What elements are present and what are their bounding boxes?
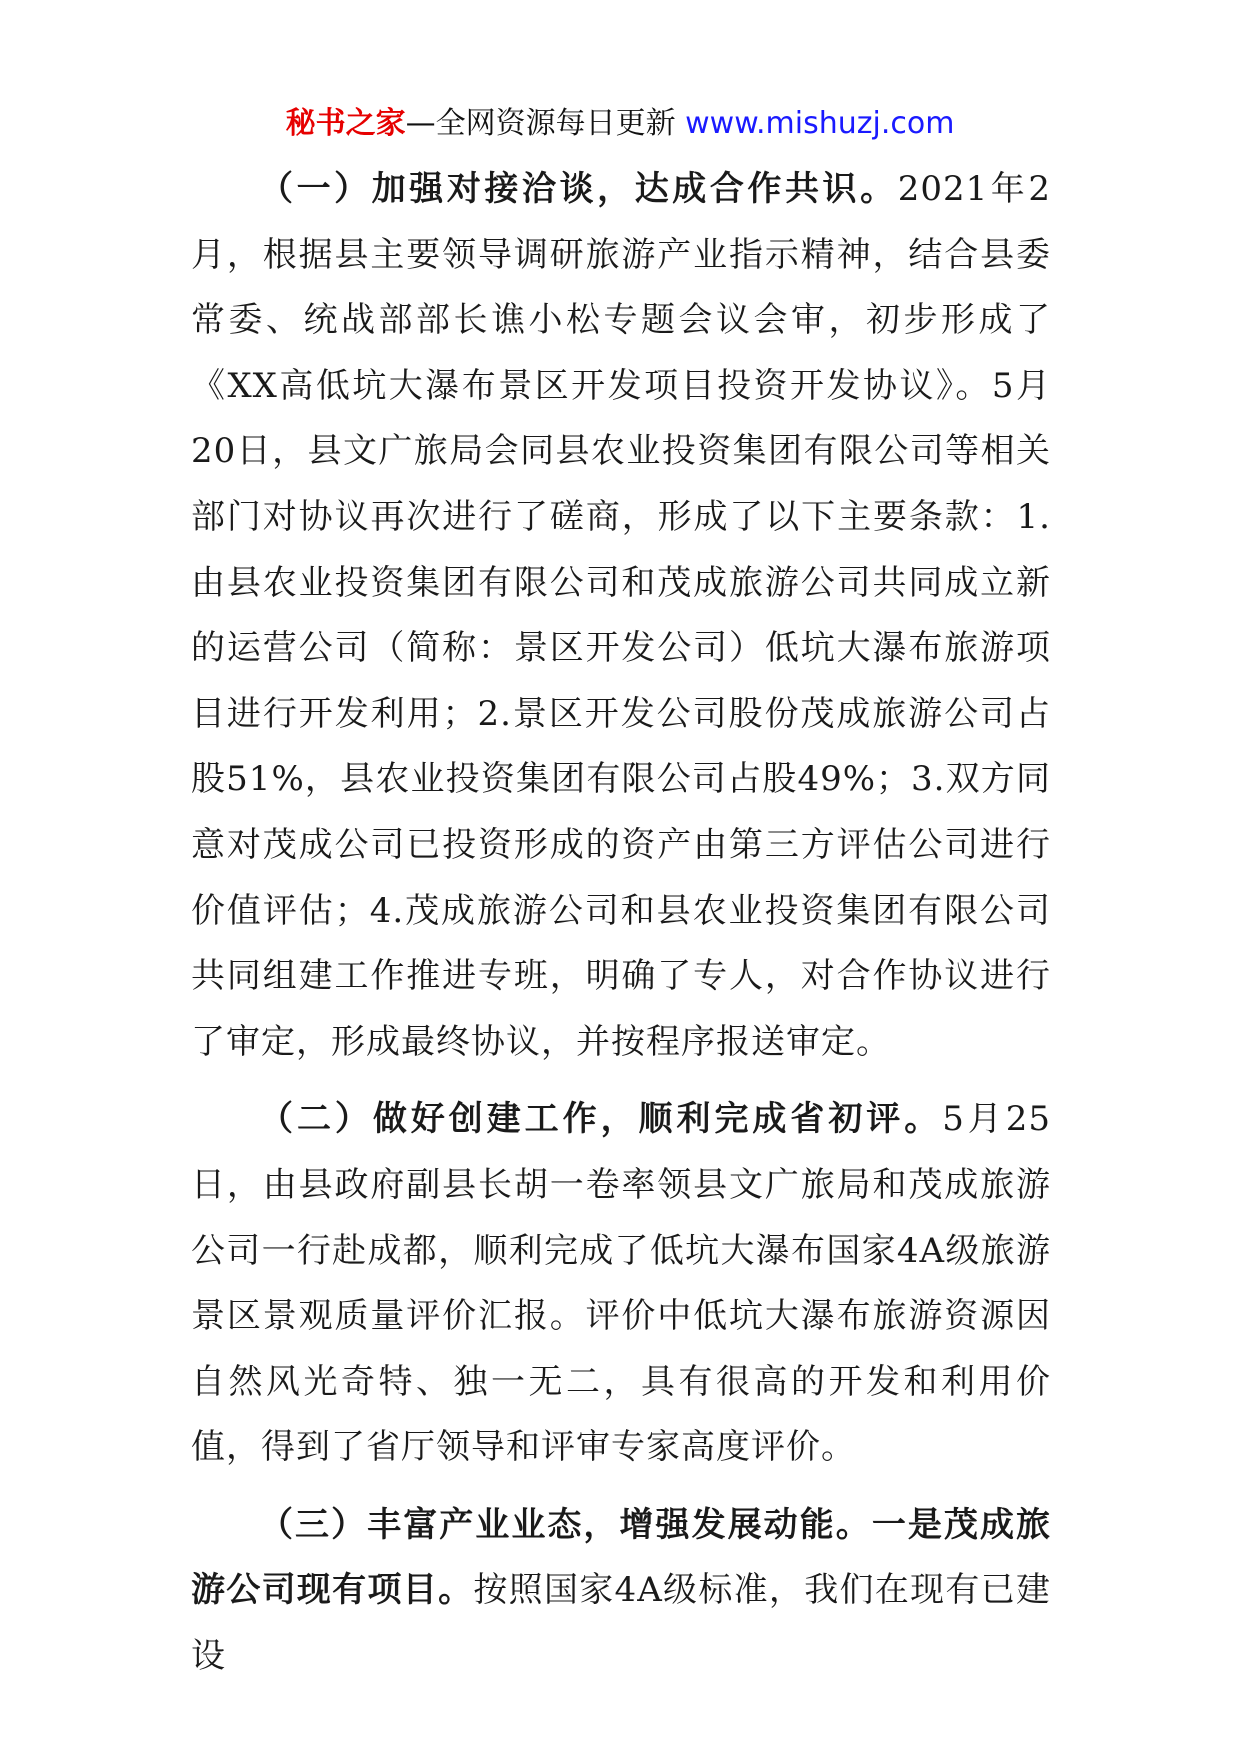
header-url[interactable]: www.mishuzj.com [685, 106, 955, 141]
paragraph-3-heading: （三）丰富产业业态，增强发展动能。 [259, 1504, 872, 1545]
paragraph-3-subheading: 一是茂成旅游公司现有项目。 [191, 1504, 1052, 1611]
paragraph-3 [191, 1493, 1051, 1690]
paragraph-1 [191, 157, 1051, 1075]
paragraph-1-heading: （一）加强对接洽谈，达成合作共识。 [259, 169, 898, 209]
paragraph-3-body: 按照国家4A级标准，我们在现有已建设 [191, 1570, 1052, 1677]
document-body [191, 157, 1051, 1690]
paragraph-2-heading: （二）做好创建工作，顺利完成省初评。 [259, 1099, 943, 1140]
paragraph-2 [191, 1087, 1051, 1481]
paragraph-2-body: 5月25日，由县政府副县长胡一卷率领县文广旅局和茂成旅游公司一行赴成都，顺利完成了低坑大瀑布国家4A级旅游景区景观质量评价汇报。评价中低坑大瀑布旅游资源因自然风光奇特、独一无二，具有很高的开发和利用价值，得到了省厅领导和评审专家高度评价。 [191, 1099, 1051, 1468]
page-header [0, 104, 1240, 144]
paragraph-1-body: 2021年2月，根据县主要领导调研旅游产业指示精神，结合县委常委、统战部部长谯小松专题会议会审，初步形成了《XX高低坑大瀑布景区开发项目投资开发协议》。5月20日，县文广旅局会同县农业投资集团有限公司等相关部门对协议再次进行了磋商，形成了以下主要条款：1.由县农业投资集团有限公司和茂成旅游公司共同成立新的运营公司（简称：景区开发公司）低坑大瀑布旅游项目进行开发利用；2.景区开发公司股份茂成旅游公司占股51%，县农业投资集团有限公司占股49%；3.双方同意对茂成公司已投资形成的资产由第三方评估公司进行价值评估；4.茂成旅游公司和县农业投资集团有限公司共同组建工作推进专班，明确了专人，对合作协议进行了审定，形成最终协议，并按程序报送审定。 [191, 169, 1051, 1062]
header-tagline: —全网资源每日更新 [405, 106, 686, 141]
header-brand: 秘书之家 [285, 106, 406, 141]
